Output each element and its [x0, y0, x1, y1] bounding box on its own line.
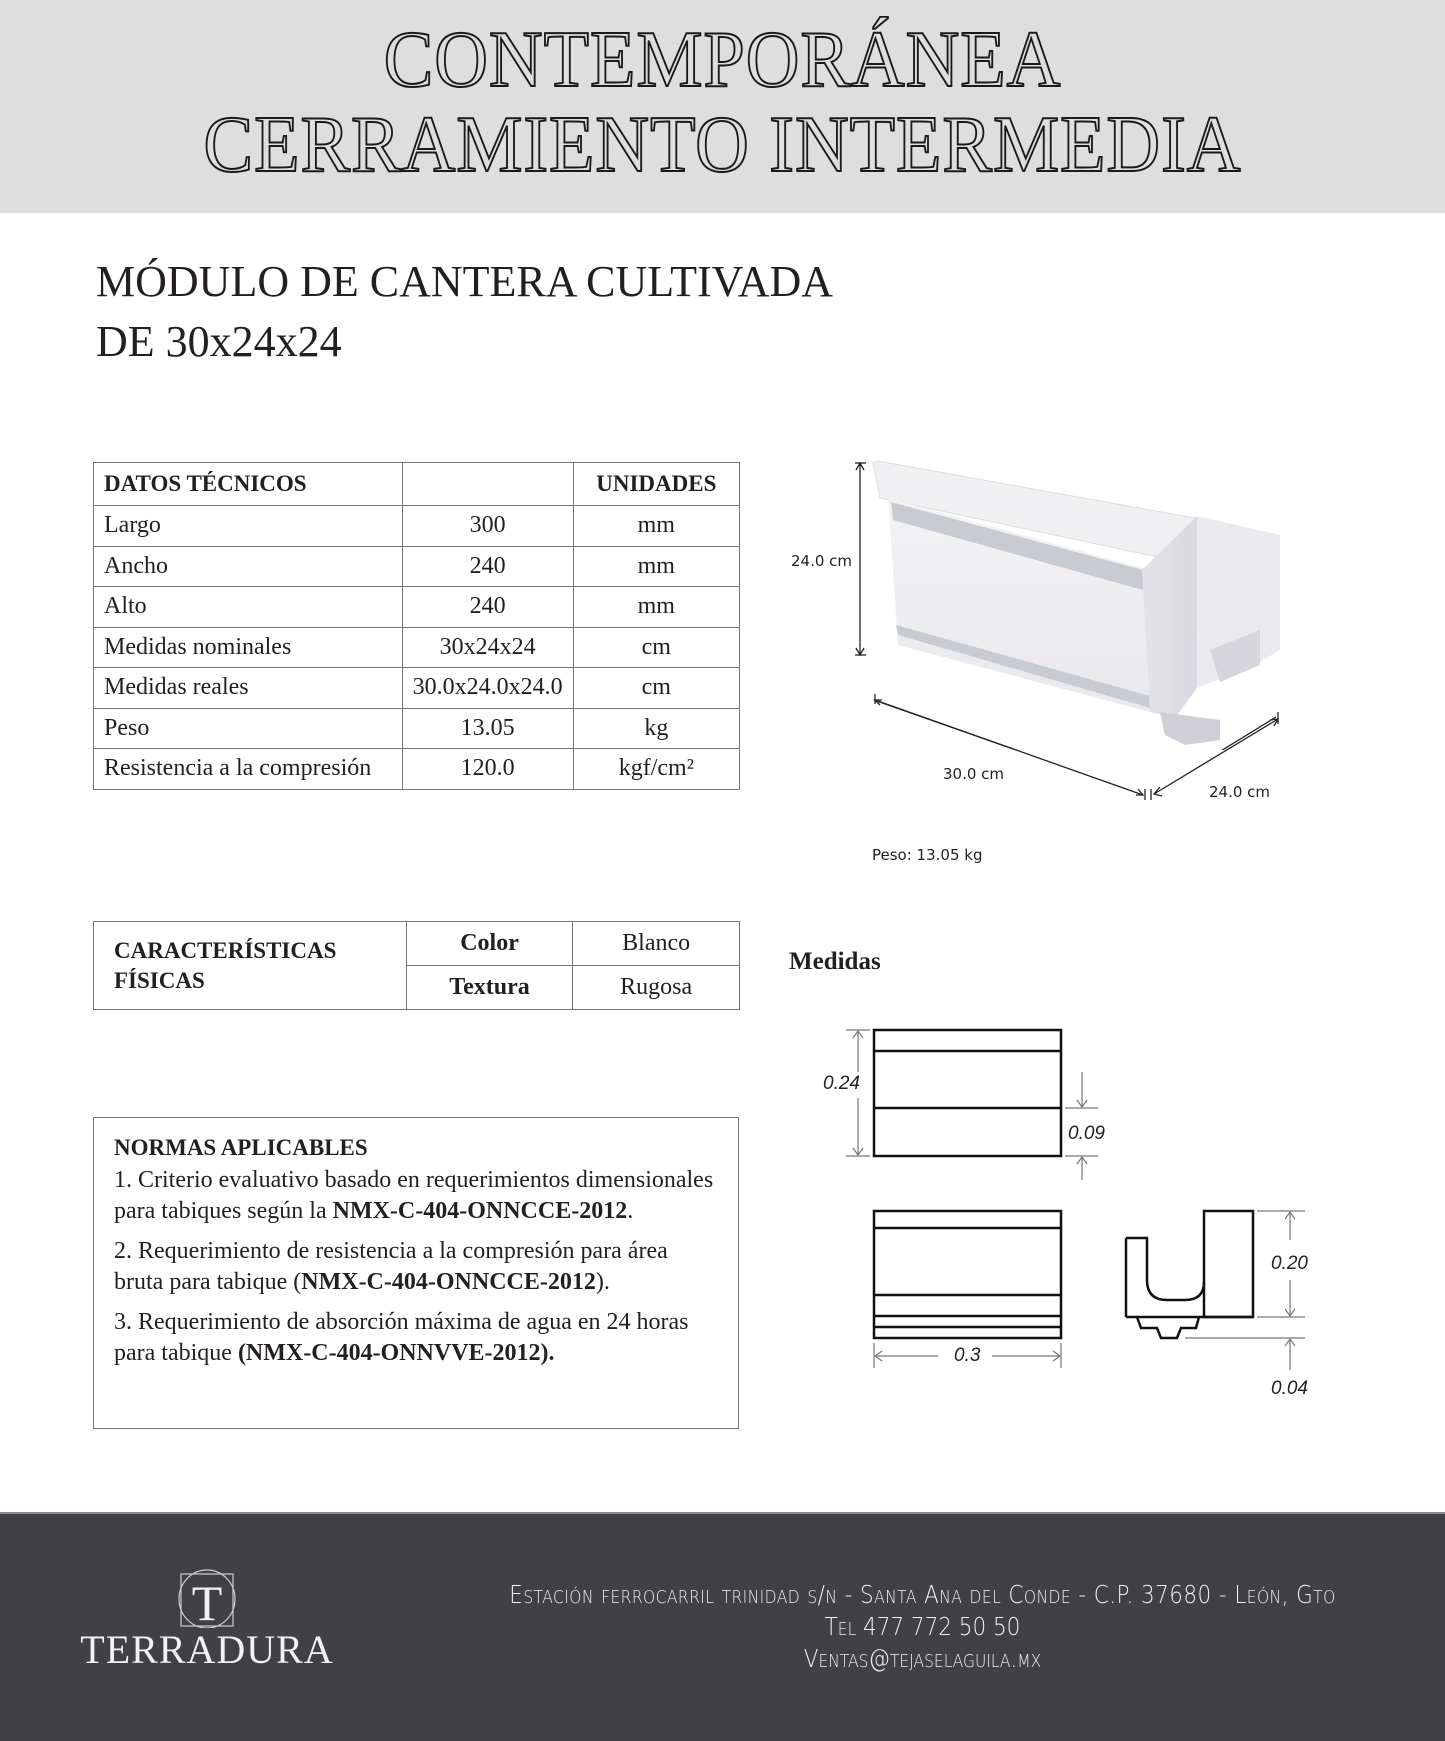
row-label: Alto [94, 587, 403, 628]
row-unit: mm [573, 546, 739, 587]
applicable-standards-box [93, 1117, 739, 1429]
standard-code: (NMX-C-404-ONNVVE-2012). [237, 1340, 555, 1366]
width-dimension-label: 24.0 cm [1209, 783, 1271, 801]
row-value: 300 [402, 506, 573, 547]
physical-title-line2: FÍSICAS [114, 967, 205, 993]
row-value: 13.05 [402, 708, 573, 749]
table-row [94, 627, 740, 668]
length-dimension-label: 30.0 cm [943, 765, 1005, 783]
row-unit: mm [573, 506, 739, 547]
row-unit: mm [573, 587, 739, 628]
header-unidades: UNIDADES [573, 463, 739, 506]
row-value: 120.0 [402, 749, 573, 790]
row-unit: cm [573, 668, 739, 709]
table-row [94, 587, 740, 628]
footer-address: Estación ferrocarril trinidad s/n - Santa Ana del Conde - C.P. 37680 - León, Gto [509, 1580, 1336, 1609]
side-view-height-label: 0.20 [1271, 1253, 1308, 1274]
table-row [94, 506, 740, 547]
row-label: Resistencia a la compresión [94, 749, 403, 790]
row-value: 30x24x24 [402, 627, 573, 668]
row-value: 240 [402, 546, 573, 587]
standard-item: 3. Requerimiento de absorción máxima de agua en 24 horas para tabique (NMX-C-404-ONNVVE-2012). [114, 1309, 689, 1366]
standard-code: NMX-C-404-ONNCCE-2012 [301, 1269, 596, 1295]
row-value: 30.0x24.0x24.0 [402, 668, 573, 709]
header-band [0, 0, 1445, 213]
header-title-line2: CERRAMIENTO INTERMEDIA [203, 101, 1242, 189]
texture-key: Textura [406, 966, 573, 1010]
table-row [94, 708, 740, 749]
header-datos-tecnicos: DATOS TÉCNICOS [94, 463, 403, 506]
top-view-height-label: 0.24 [823, 1073, 860, 1094]
header-value [402, 463, 573, 506]
medidas-title: Medidas [789, 948, 881, 975]
row-unit: kg [573, 708, 739, 749]
footer-phone[interactable]: Tel 477 772 50 50 [824, 1612, 1021, 1641]
color-key: Color [406, 922, 573, 966]
row-label: Largo [94, 506, 403, 547]
standard-item: 1. Criterio evaluativo basado en requerimientos dimensionales para tabiques según la NMX-C-404-ONNCCE-2012. [114, 1167, 714, 1224]
table-row [94, 668, 740, 709]
logo-letter: T [191, 1575, 223, 1628]
top-view-drawing [820, 1020, 1120, 1180]
standard-code: NMX-C-404-ONNCCE-2012 [332, 1198, 628, 1224]
height-dimension-label: 24.0 cm [791, 552, 853, 570]
row-unit: cm [573, 627, 739, 668]
physical-title-line1: CARACTERÍSTICAS [114, 937, 337, 963]
terradura-logo-icon [176, 1568, 238, 1628]
row-unit: kgf/cm² [573, 749, 739, 790]
weight-label: Peso: 13.05 kg [872, 846, 983, 864]
side-view-drawing [1110, 1200, 1330, 1400]
standard-item: 2. Requerimiento de resistencia a la compresión para área bruta para tabique (NMX-C-404-ONNCCE-2012). [114, 1238, 668, 1295]
physical-characteristics-table [93, 921, 740, 1010]
texture-value: Rugosa [573, 966, 740, 1010]
row-label: Ancho [94, 546, 403, 587]
standards-title: NORMAS APLICABLES [114, 1135, 368, 1160]
product-title-line2: DE 30x24x24 [96, 317, 342, 366]
footer-email[interactable]: Ventas@tejaselaguila.mx [803, 1644, 1042, 1673]
row-label: Peso [94, 708, 403, 749]
row-label: Medidas reales [94, 668, 403, 709]
technical-data-table [93, 462, 740, 790]
table-header-row [94, 463, 740, 506]
brand-name: TERRADURA [80, 1627, 334, 1672]
color-value: Blanco [573, 922, 740, 966]
front-view-length-label: 0.3 [954, 1345, 981, 1366]
row-label: Medidas nominales [94, 627, 403, 668]
physical-title [94, 922, 407, 1010]
header-title-line1: CONTEMPORÁNEA [383, 16, 1062, 104]
table-row [94, 546, 740, 587]
row-value: 240 [402, 587, 573, 628]
side-view-foot-label: 0.04 [1271, 1378, 1308, 1399]
top-view-groove-label: 0.09 [1068, 1123, 1105, 1144]
table-row [94, 922, 740, 966]
table-row [94, 749, 740, 790]
product-title-line1: MÓDULO DE CANTERA CULTIVADA [96, 257, 834, 306]
